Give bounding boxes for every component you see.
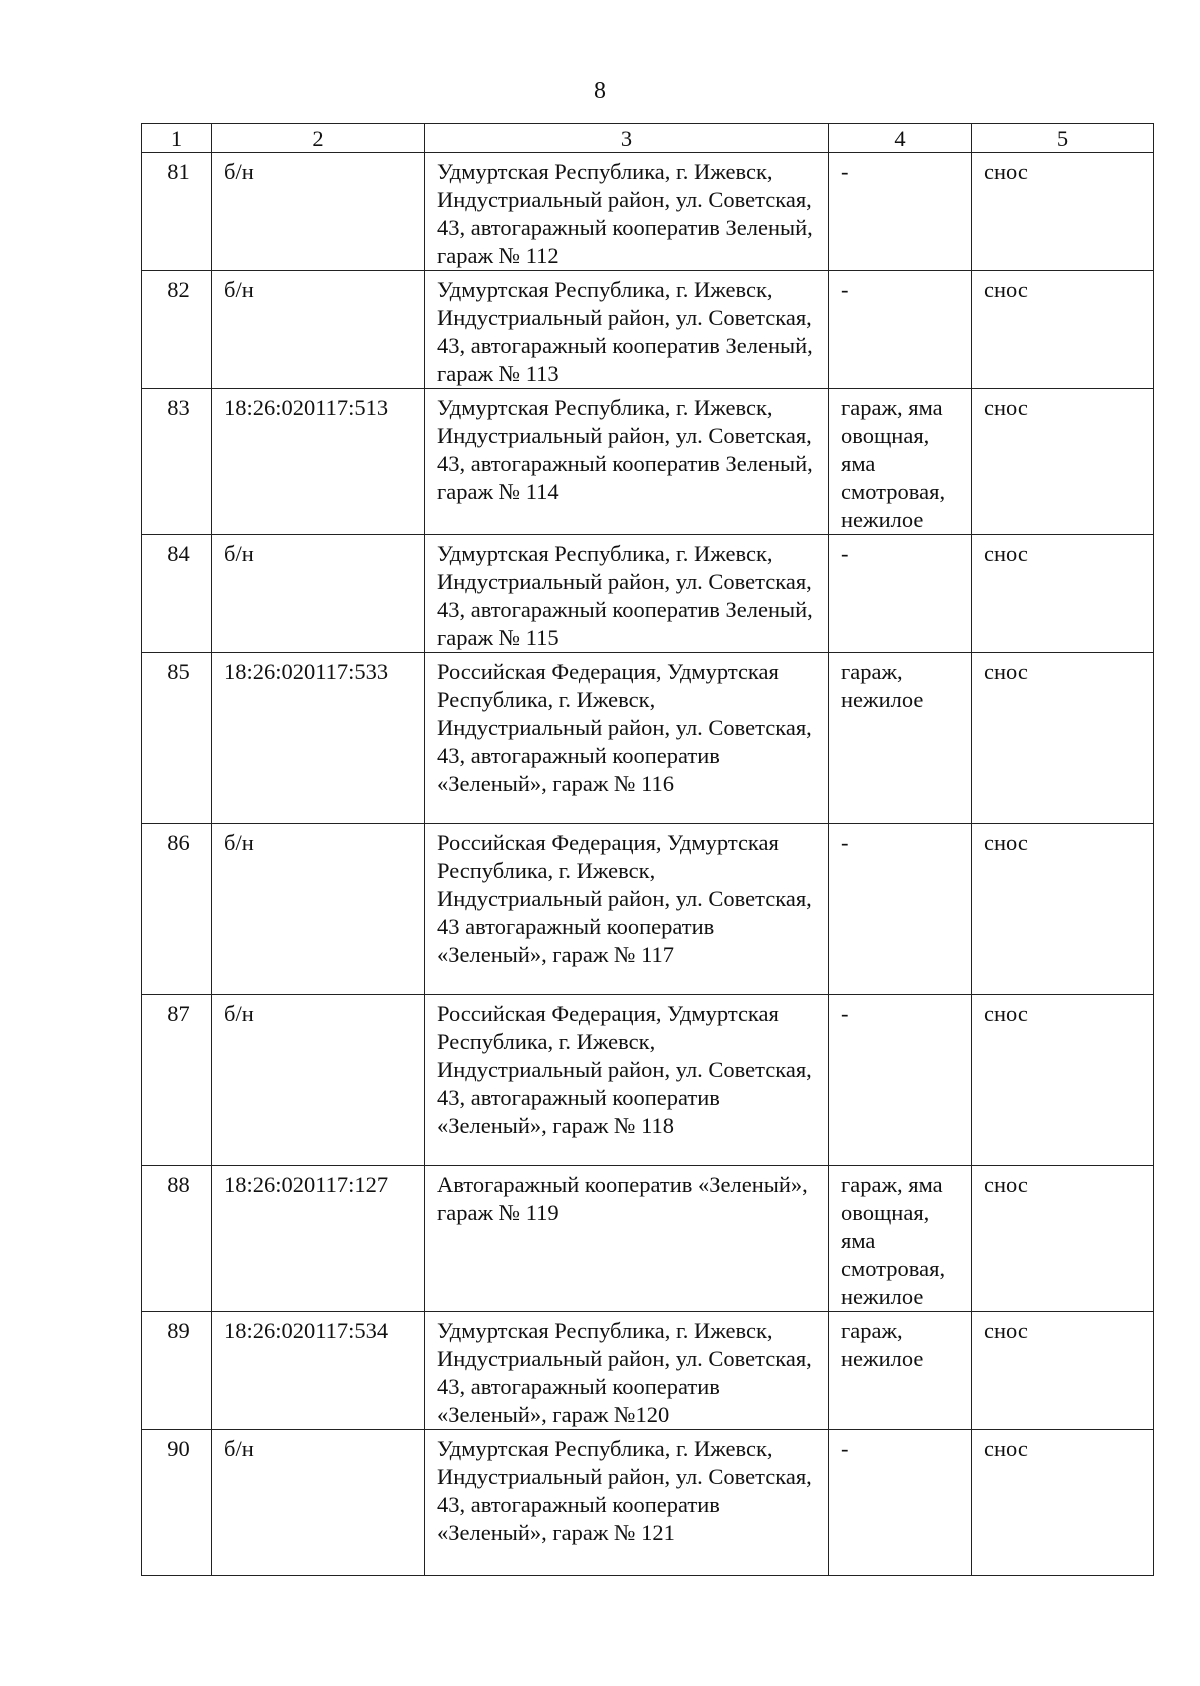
row-number: 88 [142, 1166, 212, 1312]
cadastral-number: б/н [212, 1430, 425, 1576]
characteristics: - [829, 824, 972, 995]
address: Удмуртская Республика, г. Ижевск, Индустриальный район, ул. Советская, 43, автогаражный кооператив «Зеленый», гараж №120 [425, 1312, 829, 1430]
row-number: 81 [142, 153, 212, 271]
header-col-5: 5 [972, 124, 1154, 153]
header-col-1: 1 [142, 124, 212, 153]
address: Удмуртская Республика, г. Ижевск, Индустриальный район, ул. Советская, 43, автогаражный кооператив Зеленый, гараж № 115 [425, 535, 829, 653]
row-number: 82 [142, 271, 212, 389]
characteristics: гараж, нежилое [829, 1312, 972, 1430]
table-row [142, 995, 1154, 1166]
cadastral-number: б/н [212, 271, 425, 389]
page-number: 8 [594, 78, 606, 104]
cadastral-number: 18:26:020117:533 [212, 653, 425, 824]
action: снос [972, 1166, 1154, 1312]
cadastral-number: б/н [212, 535, 425, 653]
row-number: 90 [142, 1430, 212, 1576]
table-row [142, 535, 1154, 653]
cadastral-number: б/н [212, 824, 425, 995]
table-row [142, 1166, 1154, 1312]
cadastral-number: 18:26:020117:513 [212, 389, 425, 535]
cadastral-number: б/н [212, 153, 425, 271]
address: Российская Федерация, Удмуртская Республика, г. Ижевск, Индустриальный район, ул. Советская, 43 автогаражный кооператив «Зеленый», гараж № 117 [425, 824, 829, 995]
characteristics: гараж, нежилое [829, 653, 972, 824]
address: Автогаражный кооператив «Зеленый», гараж № 119 [425, 1166, 829, 1312]
address: Удмуртская Республика, г. Ижевск, Индустриальный район, ул. Советская, 43, автогаражный кооператив Зеленый, гараж № 114 [425, 389, 829, 535]
characteristics: гараж, яма овощная, яма смотровая, нежилое [829, 1166, 972, 1312]
cadastral-number: б/н [212, 995, 425, 1166]
characteristics: - [829, 1430, 972, 1576]
table-row [142, 271, 1154, 389]
table-row [142, 824, 1154, 995]
row-number: 84 [142, 535, 212, 653]
action: снос [972, 153, 1154, 271]
address: Удмуртская Республика, г. Ижевск, Индустриальный район, ул. Советская, 43, автогаражный кооператив Зеленый, гараж № 113 [425, 271, 829, 389]
row-number: 89 [142, 1312, 212, 1430]
characteristics: - [829, 995, 972, 1166]
address: Российская Федерация, Удмуртская Республика, г. Ижевск, Индустриальный район, ул. Советская, 43, автогаражный кооператив «Зеленый», гараж № 116 [425, 653, 829, 824]
characteristics: - [829, 271, 972, 389]
header-col-4: 4 [829, 124, 972, 153]
characteristics: гараж, яма овощная, яма смотровая, нежилое [829, 389, 972, 535]
action: снос [972, 1430, 1154, 1576]
table-row [142, 653, 1154, 824]
row-number: 87 [142, 995, 212, 1166]
characteristics: - [829, 153, 972, 271]
table-row [142, 1312, 1154, 1430]
action: снос [972, 824, 1154, 995]
table-row [142, 153, 1154, 271]
row-number: 85 [142, 653, 212, 824]
address: Удмуртская Республика, г. Ижевск, Индустриальный район, ул. Советская, 43, автогаражный кооператив «Зеленый», гараж № 121 [425, 1430, 829, 1576]
table-row [142, 1430, 1154, 1576]
action: снос [972, 389, 1154, 535]
action: снос [972, 1312, 1154, 1430]
address: Российская Федерация, Удмуртская Республика, г. Ижевск, Индустриальный район, ул. Советская, 43, автогаражный кооператив «Зеленый», гараж № 118 [425, 995, 829, 1166]
header-row [142, 124, 1154, 153]
table-row [142, 389, 1154, 535]
header-col-2: 2 [212, 124, 425, 153]
action: снос [972, 535, 1154, 653]
cadastral-number: 18:26:020117:534 [212, 1312, 425, 1430]
cadastral-number: 18:26:020117:127 [212, 1166, 425, 1312]
header-col-3: 3 [425, 124, 829, 153]
characteristics: - [829, 535, 972, 653]
action: снос [972, 653, 1154, 824]
address: Удмуртская Республика, г. Ижевск, Индустриальный район, ул. Советская, 43, автогаражный кооператив Зеленый, гараж № 112 [425, 153, 829, 271]
action: снос [972, 271, 1154, 389]
row-number: 86 [142, 824, 212, 995]
row-number: 83 [142, 389, 212, 535]
action: снос [972, 995, 1154, 1166]
objects-table [141, 123, 1154, 1576]
